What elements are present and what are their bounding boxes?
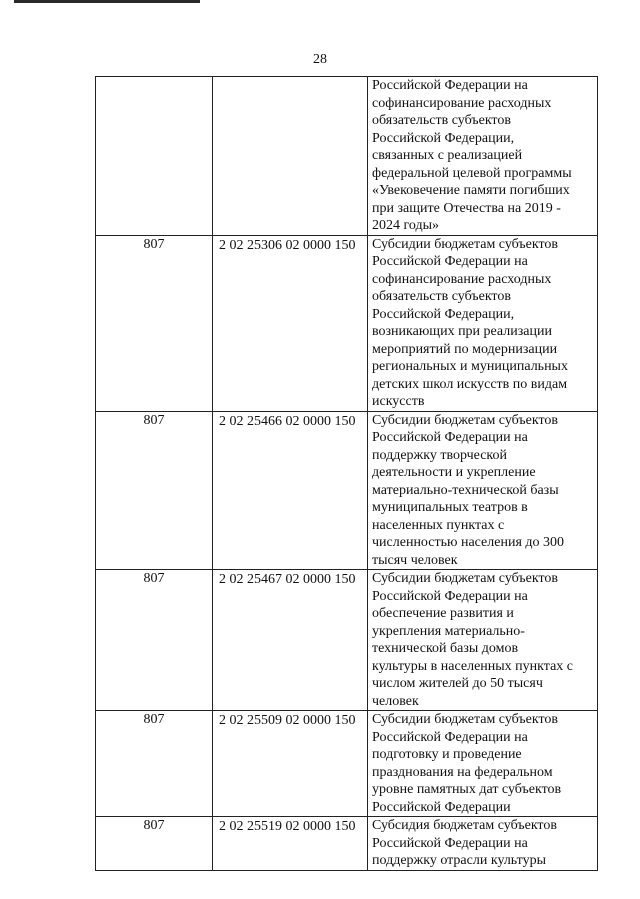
- table-row: [96, 570, 598, 711]
- revenue-name-cell: [368, 411, 598, 570]
- revenue-name-line: обеспечение развития и: [372, 606, 514, 621]
- revenue-name-line: Субсидии бюджетам субъектов: [372, 412, 559, 428]
- revenue-name-line: Субсидии бюджетам субъектов: [372, 571, 559, 586]
- revenue-name-line: при защите Отечества на 2019 -: [372, 200, 561, 216]
- revenue-name-line: софинансирование расходных: [372, 271, 552, 287]
- revenue-name-line: связанных с реализацией: [372, 148, 523, 163]
- revenue-name-line: возникающих при реализации: [372, 324, 552, 339]
- revenue-name-line: празднования на федеральном: [372, 764, 553, 780]
- revenue-name-line: Российской Федерации на: [372, 588, 528, 604]
- administrator-code-cell: [96, 77, 213, 236]
- revenue-name-line: мероприятий по модернизации: [372, 341, 558, 357]
- administrator-code-cell: 807: [96, 411, 213, 570]
- revenue-name-cell: [368, 570, 598, 711]
- revenue-name-line: «Увековечение памяти погибших: [372, 183, 570, 198]
- revenue-name-line: человек: [372, 693, 419, 709]
- budget-code-cell: 2 02 25519 02 0000 150: [213, 817, 368, 871]
- revenue-name-cell: [368, 235, 598, 411]
- budget-code-cell: 2 02 25467 02 0000 150: [213, 570, 368, 711]
- revenue-name-line: населенных пунктах с: [372, 517, 505, 533]
- revenue-name-line: обязательств субъектов: [372, 289, 511, 304]
- revenue-name-line: Российской Федерации: [372, 799, 511, 815]
- revenue-name-line: Российской Федерации на: [372, 78, 528, 93]
- revenue-name-line: софинансирование расходных: [372, 95, 552, 111]
- administrator-code-cell: 807: [96, 817, 213, 871]
- budget-code-cell: 2 02 25509 02 0000 150: [213, 711, 368, 817]
- revenue-name-line: числом жителей до 50 тысяч: [372, 676, 543, 691]
- revenue-name-cell: [368, 817, 598, 871]
- revenue-name-line: Российской Федерации на: [372, 729, 528, 745]
- revenue-name-line: уровне памятных дат субъектов: [372, 782, 562, 797]
- revenue-name-line: Российской Федерации на: [372, 430, 528, 445]
- revenue-name-line: обязательств субъектов: [372, 113, 511, 128]
- revenue-name-line: муниципальных театров в: [372, 500, 528, 515]
- revenue-name-line: региональных и муниципальных: [372, 359, 568, 374]
- revenue-name-cell: [368, 711, 598, 817]
- revenue-name-line: технической базы домов: [372, 641, 519, 656]
- revenue-name-line: Субсидии бюджетам субъектов: [372, 236, 559, 252]
- revenue-name-line: культуры в населенных пунктах с: [372, 658, 573, 674]
- administrator-code-cell: 807: [96, 570, 213, 711]
- revenue-name-line: 2024 годы»: [372, 218, 440, 233]
- revenue-name-line: Российской Федерации на: [372, 835, 528, 851]
- table-row: [96, 711, 598, 817]
- revenue-name-line: Российской Федерации,: [372, 306, 515, 322]
- revenue-name-line: поддержку творческой: [372, 447, 508, 463]
- revenue-name-line: федеральной целевой программы: [372, 165, 572, 181]
- table-row: [96, 77, 598, 236]
- administrator-code-cell: 807: [96, 711, 213, 817]
- administrator-code-cell: 807: [96, 235, 213, 411]
- revenue-name-line: Субсидии бюджетам субъектов: [372, 712, 559, 727]
- budget-code-cell: 2 02 25306 02 0000 150: [213, 235, 368, 411]
- revenue-name-line: искусств: [372, 394, 425, 409]
- header-rule: [14, 0, 200, 3]
- budget-code-cell: [213, 77, 368, 236]
- revenue-name-line: численностью населения до 300: [372, 535, 565, 550]
- revenue-name-line: подготовку и проведение: [372, 747, 522, 762]
- table-row: [96, 817, 598, 871]
- page-number: 28: [313, 52, 327, 67]
- table-row: [96, 235, 598, 411]
- revenue-name-line: Субсидия бюджетам субъектов: [372, 818, 557, 833]
- revenue-name-cell: [368, 77, 598, 236]
- revenue-name-line: Российской Федерации на: [372, 254, 528, 269]
- revenue-name-line: детских школ искусств по видам: [372, 376, 568, 392]
- table-body: [96, 77, 598, 871]
- revenue-name-line: тысяч человек: [372, 552, 458, 568]
- revenue-name-line: деятельности и укрепление: [372, 465, 536, 480]
- budget-code-cell: 2 02 25466 02 0000 150: [213, 411, 368, 570]
- budget-classification-table: [95, 76, 598, 871]
- revenue-name-line: Российской Федерации,: [372, 130, 515, 146]
- revenue-name-line: укрепления материально-: [372, 623, 525, 639]
- revenue-name-line: материально-технической базы: [372, 482, 559, 498]
- table-row: [96, 411, 598, 570]
- revenue-name-line: поддержку отрасли культуры: [372, 853, 547, 868]
